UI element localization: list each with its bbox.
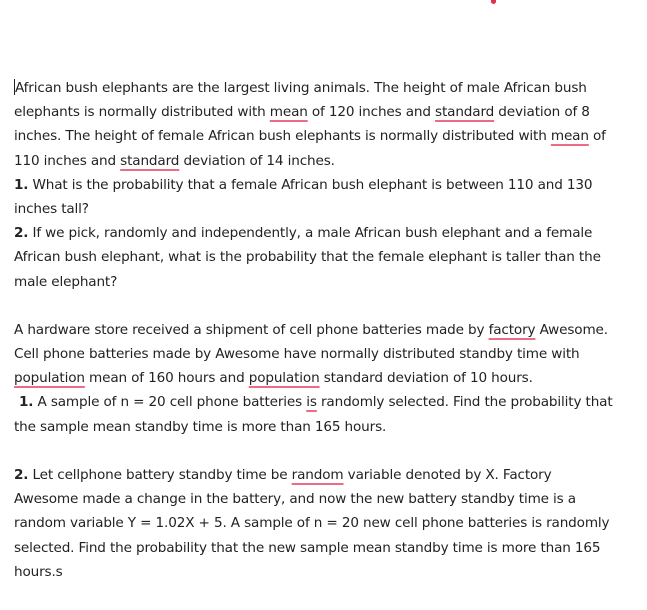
text-line: elephants is normally distributed with mean of 120 inches and standard deviation of 8 [14,104,590,121]
paragraph-batteries [14,318,639,391]
spellcheck-word[interactable]: mean [550,128,589,145]
document-body[interactable] [14,76,639,584]
text-line: the sample mean standby time is more than 165 hours. [14,418,387,435]
text-line: hours.s [14,563,63,580]
spellcheck-word[interactable]: random [291,467,344,483]
question-number: 2. [14,467,29,483]
text-line: 110 inches and standard deviation of 14 inches. [14,152,335,169]
text-line: African bush elephant, what is the probability that the female elephant is taller than the [14,249,601,266]
text-line: 1. What is the probability that a female African bush elephant is between 110 and 130 [14,176,593,193]
text-line: population mean of 160 hours and population standard deviation of 10 hours. [14,370,533,387]
text-line: inches tall? [14,200,89,217]
spellcheck-word[interactable]: standard [435,104,495,121]
spellcheck-word[interactable]: is [306,394,317,411]
text-line: inches. The height of female African bush elephants is normally distributed with mean of [14,128,606,145]
question-2-elephants [14,221,639,294]
paragraph-elephants [14,76,639,173]
top-marker-dot [491,0,496,4]
text-line: A hardware store received a shipment of cell phone batteries made by factory Awesome. [14,321,608,338]
text-line: Awesome made a change in the battery, and now the new battery standby time is a [14,491,576,508]
text-line: 2. If we pick, randomly and independently, a male African bush elephant and a female [14,225,593,242]
text-line: selected. Find the probability that the new sample mean standby time is more than 165 [14,539,601,556]
spellcheck-word[interactable]: mean [269,104,308,121]
question-1-batteries [14,390,639,438]
text-line: African bush elephants are the largest living animals. The height of male African bush [15,80,587,96]
spellcheck-word[interactable]: population [14,370,85,387]
question-1-elephants [14,173,639,221]
blank-line [14,294,639,318]
question-number: 2. [14,225,29,242]
text-line: random variable Y = 1.02X + 5. A sample of n = 20 new cell phone batteries is randomly [14,515,610,532]
text-line: 1. A sample of n = 20 cell phone batteries is randomly selected. Find the probability that [19,394,613,411]
text-line: 2. Let cellphone battery standby time be random variable denoted by X. Factory [14,467,552,483]
question-number: 1. [19,394,34,411]
spellcheck-word[interactable]: standard [120,152,180,169]
spellcheck-word[interactable]: factory [488,321,536,338]
spellcheck-word[interactable]: population [248,370,320,387]
text-line: Cell phone batteries made by Awesome have normally distributed standby time with [14,346,580,363]
question-number: 1. [14,176,29,193]
blank-line [14,439,639,463]
question-2-batteries [14,463,639,584]
text-line: male elephant? [14,273,118,290]
